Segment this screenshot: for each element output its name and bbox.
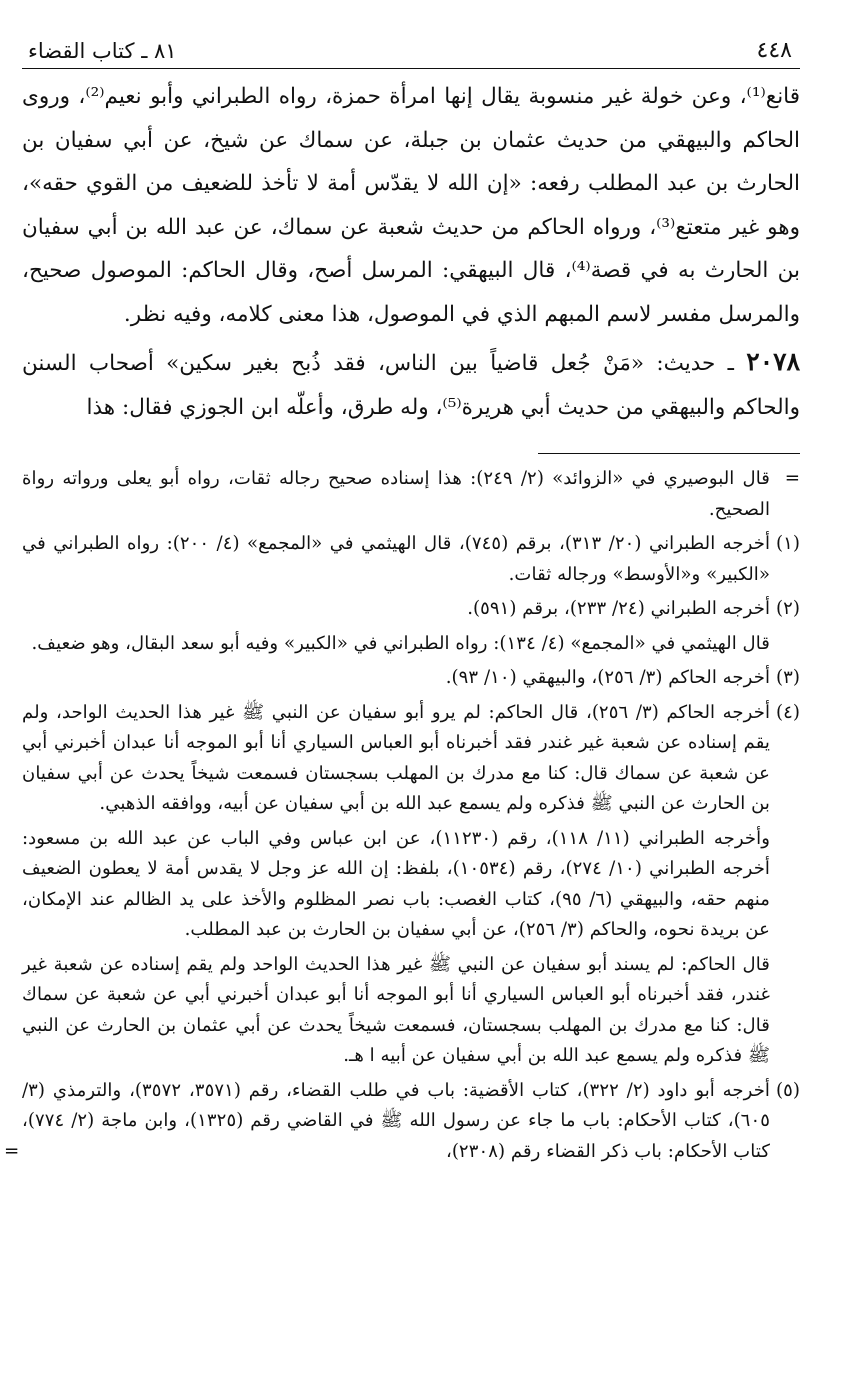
footnote-continued bbox=[22, 464, 800, 525]
hadith-number: ٢٠٧٨ bbox=[746, 347, 800, 376]
hadith-paragraph bbox=[22, 340, 800, 429]
running-title: ٨١ ـ كتاب القضاء bbox=[28, 39, 177, 63]
hadith-text: ـ حديث: «مَنْ جُعل قاضياً بين الناس، فقد ذُبح بغير سكين» أصحاب السنن والحاكم والبيهقي من حديث أبي هريرة⁽⁵⁾، وله طرق، وأعلّه ابن الجوزي فقال: هذا bbox=[22, 351, 800, 420]
footnote-text: أخرجه الحاكم (٣/ ٢٥٦)، والبيهقي (١٠/ ٩٣). bbox=[445, 667, 770, 688]
footnote-mark: (١) bbox=[776, 533, 800, 554]
footnote-mark: = bbox=[784, 468, 800, 489]
footnote-text: أخرجه الحاكم (٣/ ٢٥٦)، قال الحاكم: لم يرو أبو سفيان عن النبي ﷺ غير هذا الحديث الواحد، ولم يقم إسناده عن شعبة غير غندر فقد أخبرناه أبو العباس السياري أنا أبو الموجه أنا عبدان أخبرني أبي عن شعبة عن سماك قال: كنا مع مدرك بن المهلب بسجستان فسمعت شيخاً يحدث عن أبي سفيان بن الحارث عن النبي ﷺ فذكره ولم يسمع عبد الله بن أبي سفيان عن أبيه، ووافقه الذهبي. bbox=[22, 701, 770, 814]
main-text bbox=[22, 75, 800, 429]
footnote-2 bbox=[22, 594, 800, 659]
footnote-text: أخرجه الطبراني (٢٤/ ٢٣٣)، برقم (٥٩١). bbox=[467, 598, 770, 619]
footnote-mark: (٥) bbox=[776, 1079, 800, 1101]
page-number: ٤٤٨ bbox=[756, 38, 792, 63]
footnote-text-continued: وأخرجه الطبراني (١١/ ١١٨)، رقم (١١٢٣٠)، عن ابن عباس وفي الباب عن عبد الله بن مسعود: أخرجه الطبراني (١٠/ ٢٧٤)، رقم (١٠٥٣٤)، بلفظ: إن الله عز وجل لا يقدس أمة لا يعطون الضعيف منهم حقه، والبيهقي (٦/ ٩٥)، كتاب الغصب: باب نصر المظلوم والأخذ على يد الظالم عند الإمكان، عن بريدة نحوه، والحاكم (٣/ ٢٥٦)، عن أبي سفيان بن الحارث بن عبد المطلب. bbox=[22, 827, 770, 940]
footnote-4 bbox=[22, 698, 800, 1072]
footnote-text: أخرجه الطبراني (٢٠/ ٣١٣)، برقم (٧٤٥)، قال الهيثمي في «المجمع» (٤/ ٢٠٠): رواه الطبراني في «الكبير» و«الأوسط» ورجاله ثقات. bbox=[22, 533, 770, 585]
footnote-mark: (٤) bbox=[776, 701, 800, 723]
footnotes bbox=[4, 464, 800, 1167]
footnote-mark: (٣) bbox=[776, 667, 800, 688]
continuation-mark: = bbox=[4, 1140, 20, 1162]
book-page bbox=[4, 30, 801, 1171]
footnote-1 bbox=[22, 529, 800, 590]
footnote-5 bbox=[4, 1076, 800, 1168]
footnote-text: أخرجه أبو داود (٢/ ٣٢٢)، كتاب الأقضية: باب في طلب القضاء، رقم (٣٥٧١، ٣٥٧٢)، والترمذي (٣/ ٦٠٥)، كتاب الأحكام: باب ما جاء عن رسول الله ﷺ في القاضي رقم (١٣٢٥)، وابن ماجة (٢/ ٧٧٤)، كتاب الأحكام: باب ذكر القضاء رقم (٢٣٠٨)، bbox=[22, 1079, 770, 1162]
paragraph-1: قانع⁽¹⁾، وعن خولة غير منسوبة يقال إنها امرأة حمزة، رواه الطبراني وأبو نعيم⁽²⁾، وروى الحاكم والبيهقي من حديث عثمان بن جبلة، عن سماك عن شيخ، عن أبي سفيان بن الحارث بن عبد المطلب رفعه: «إن الله لا يقدّس أمة لا تأخذ للضعيف من القوي حقه»، وهو غير متعتع⁽³⁾، ورواه الحاكم من حديث شعبة عن سماك، عن عبد الله بن أبي سفيان بن الحارث به في قصة⁽⁴⁾، قال البيهقي: المرسل أصح، وقال الحاكم: الموصول صحيح، والمرسل مفسر لاسم المبهم الذي في الموصول، هذا معنى كلامه، وفيه نظر. bbox=[22, 84, 801, 327]
footnote-text-continued: قال الهيثمي في «المجمع» (٤/ ١٣٤): رواه الطبراني في «الكبير» وفيه أبو سعد البقال، وهو ضعيف. bbox=[31, 632, 770, 654]
footnote-3 bbox=[22, 663, 800, 694]
footnote-text: قال البوصيري في «الزوائد» (٢/ ٢٤٩): هذا إسناده صحيح رجاله ثقات، رواه أبو يعلى ورواته رواة الصحيح. bbox=[22, 468, 770, 520]
footnote-mark: (٢) bbox=[776, 598, 800, 619]
page-header bbox=[22, 30, 800, 69]
footnote-text-continued-2: قال الحاكم: لم يسند أبو سفيان عن النبي ﷺ غير هذا الحديث الواحد ولم يقم إسناده عن شعبة غير غندر، فقد أخبرناه أبو العباس السياري أنا أبو الموجه أنا أبو عبدان أخبرني أبي عن شعبة عن سماك قال: كنا مع مدرك بن المهلب بسجستان، فسمعت شيخاً يحدث عن أبي عثمان بن الحارث عن النبي ﷺ فذكره ولم يسمع عبد الله بن أبي سفيان عن أبيه ا هـ. bbox=[22, 953, 770, 1066]
footnote-separator bbox=[538, 453, 800, 454]
